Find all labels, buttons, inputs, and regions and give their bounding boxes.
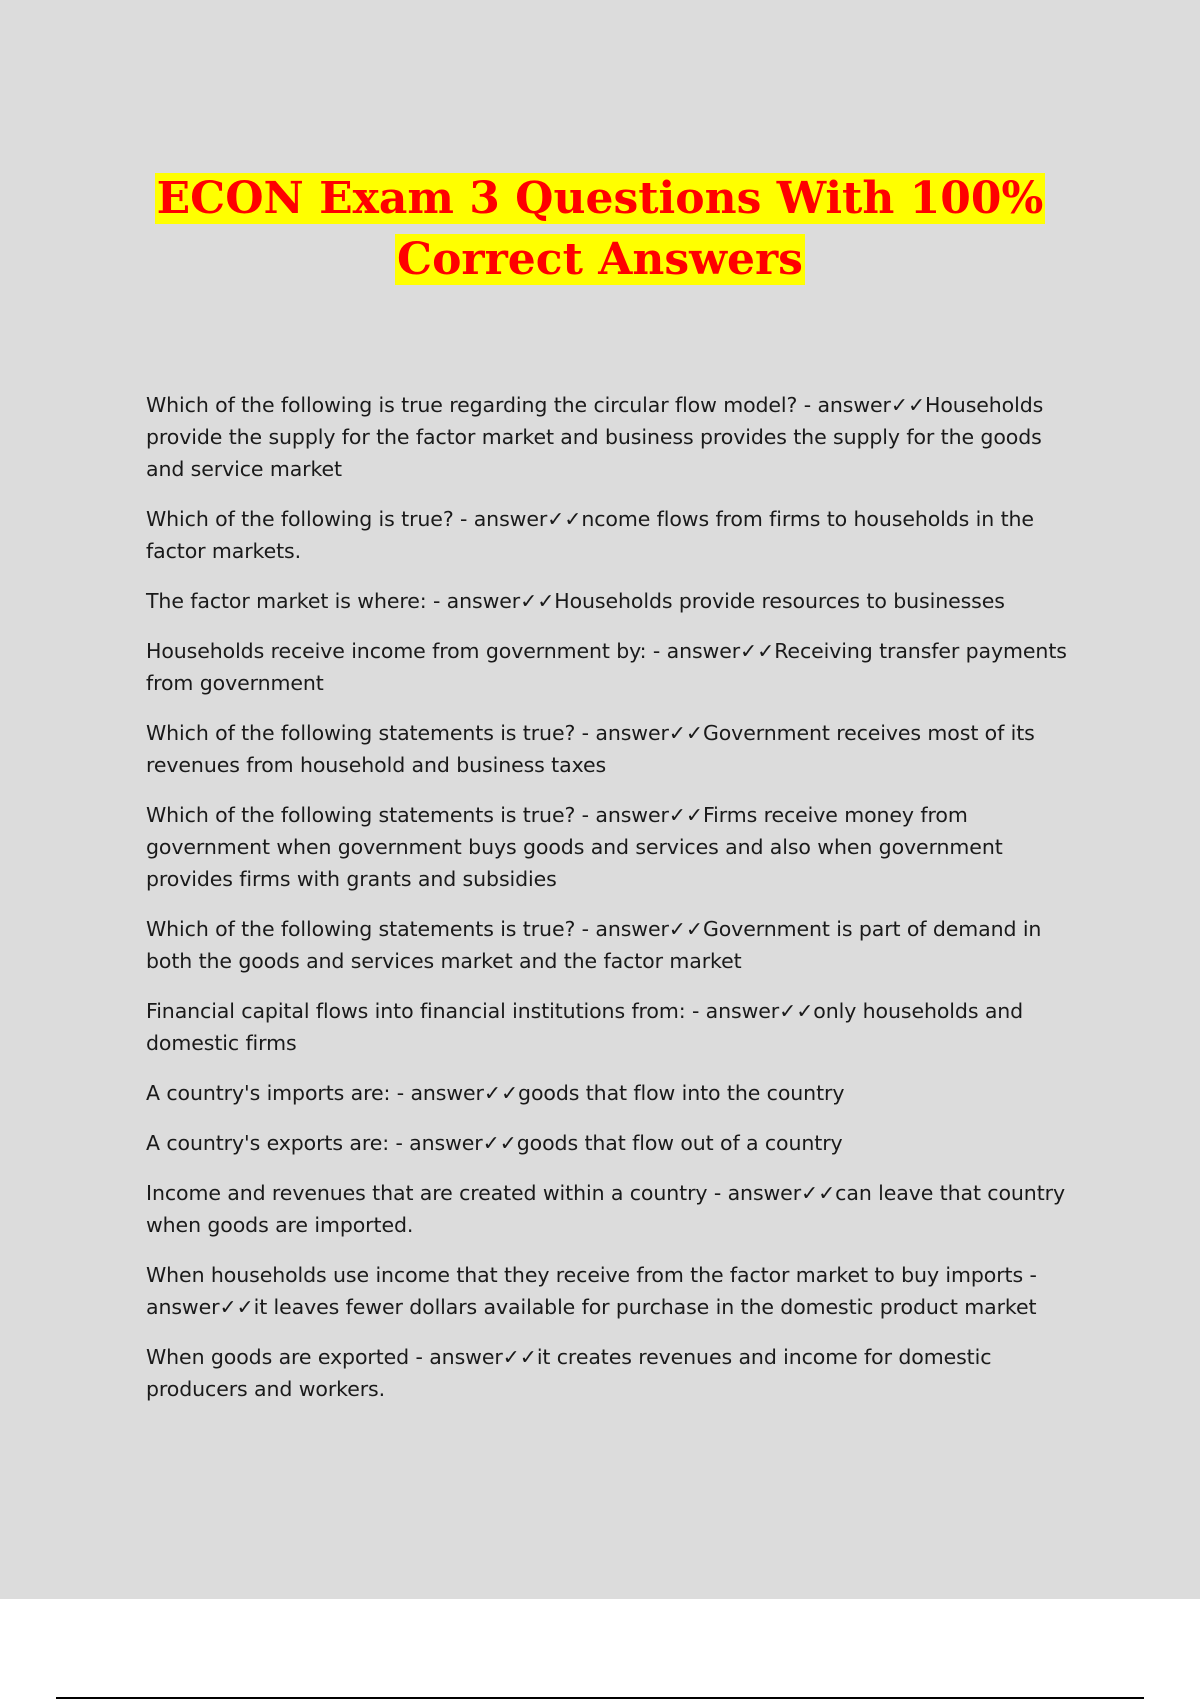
qa-item: Financial capital flows into financial institutions from: - answer✓✓only households and domestic firms xyxy=(146,999,1024,1055)
qa-item: Which of the following is true regarding the circular flow model? - answer✓✓Households provide the supply for the factor market and business provides the supply for the goods and service market xyxy=(146,393,1044,481)
qa-item: Which of the following statements is true? - answer✓✓Government is part of demand in both the goods and services market and the factor market xyxy=(146,917,1042,973)
qa-item: When households use income that they receive from the factor market to buy imports - answer✓✓it leaves fewer dollars available for purchase in the domestic product market xyxy=(146,1263,1037,1319)
qa-item: Which of the following statements is true? - answer✓✓Government receives most of its revenues from household and business taxes xyxy=(146,721,1035,777)
page-bottom-rule xyxy=(56,1697,1144,1699)
qa-item: Which of the following statements is true? - answer✓✓Firms receive money from government when government buys goods and services and also when government provides firms with grants and subsidies xyxy=(146,803,1003,891)
title-line-2: Correct Answers xyxy=(397,234,803,285)
qa-item: The factor market is where: - answer✓✓Households provide resources to businesses xyxy=(146,589,1005,613)
title-line-1: ECON Exam 3 Questions With 100% xyxy=(156,173,1044,224)
qa-item: Which of the following is true? - answer✓✓ncome flows from firms to households in the factor markets. xyxy=(146,507,1034,563)
qa-item: When goods are exported - answer✓✓it creates revenues and income for domestic producers and workers. xyxy=(146,1345,992,1401)
qa-item: Households receive income from government by: - answer✓✓Receiving transfer payments from government xyxy=(146,639,1067,695)
qa-list xyxy=(146,389,1086,1423)
qa-item: A country's imports are: - answer✓✓goods that flow into the country xyxy=(146,1081,845,1105)
qa-item: Income and revenues that are created within a country - answer✓✓can leave that country when goods are imported. xyxy=(146,1181,1065,1237)
qa-item: A country's exports are: - answer✓✓goods that flow out of a country xyxy=(146,1131,843,1155)
document-title xyxy=(0,168,1200,290)
